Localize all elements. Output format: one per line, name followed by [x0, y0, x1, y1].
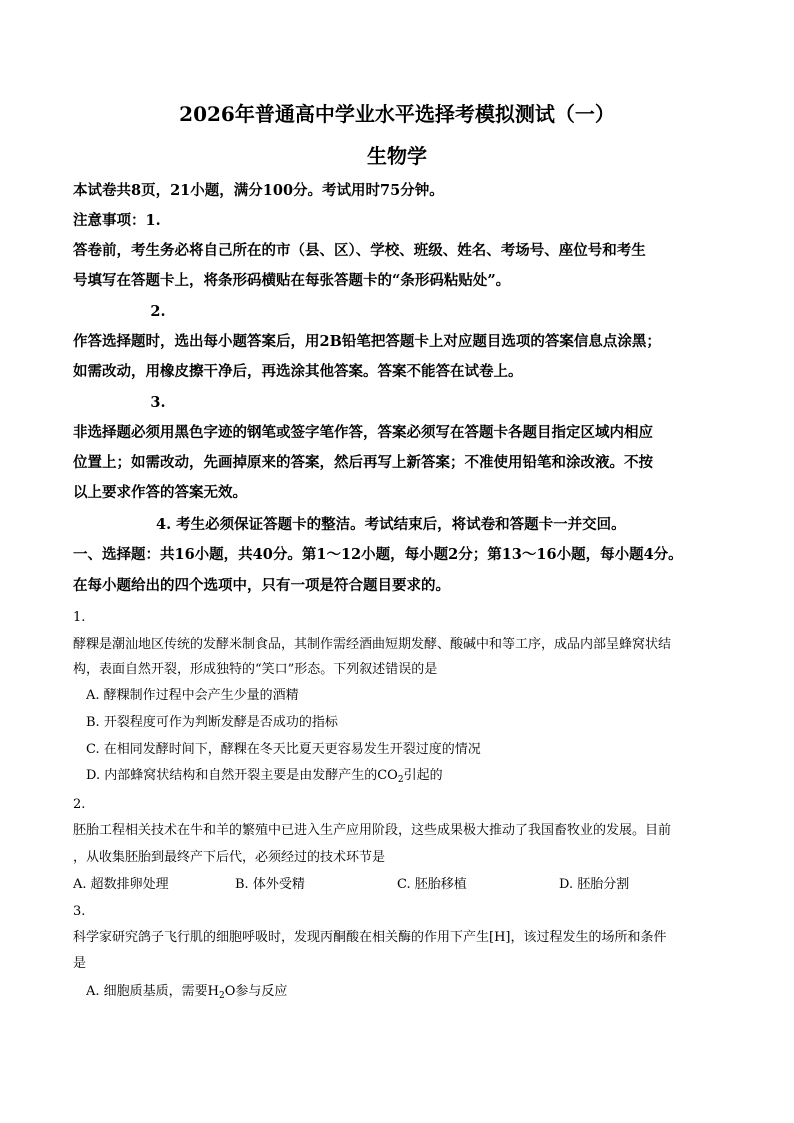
q2-number: 2. [73, 797, 86, 812]
q1-option-d-text: D. 内部蜂窝状结构和自然开裂主要是由发酵产生的CO [86, 768, 398, 783]
note1-line2: 号填写在答题卡上，将条形码横贴在每张答题卡的“条形码粘贴处”。 [73, 272, 511, 289]
q3-option-a-text: A. 细胞质基质，需要H [86, 984, 219, 999]
note3-number: 3. [150, 394, 166, 411]
q2-options [73, 872, 733, 898]
q1-stem-line1: 酵粿是潮汕地区传统的发酵米制食品，其制作需经酒曲短期发酵、酸碱中和等工序，成品内部呈蜂窝状结 [73, 637, 672, 652]
q1-number: 1. [73, 610, 86, 625]
note2-line1: 作答选择题时，选出每小题答案后，用2B铅笔把答题卡上对应题目选项的答案信息点涂黑； [73, 333, 661, 350]
q1-option-a: A. 酵粿制作过程中会产生少量的酒精 [86, 688, 299, 703]
q2-option-b: B. 体外受精 [235, 877, 305, 892]
note1-line1: 答卷前，考生务必将自己所在的市（县、区）、学校、班级、姓名、考场号、座位号和考生 [73, 242, 646, 259]
q1-stem-line2: 构，表面自然开裂，形成独特的“笑口”形态。下列叙述错误的是 [73, 662, 438, 677]
q3-option-a-subscript: 2 [219, 991, 225, 1001]
q1-option-c: C. 在相同发酵时间下，酵粿在冬天比夏天更容易发生开裂过度的情况 [86, 742, 481, 757]
notes-heading: 注意事项：1. [73, 212, 161, 229]
note3-line2: 位置上；如需改动，先画掉原来的答案，然后再写上新答案；不准使用铅笔和涂改液。不按 [73, 454, 653, 471]
q1-option-d-subscript: 2 [397, 775, 404, 785]
q3-number: 3. [73, 904, 86, 919]
section1-heading-line2: 在每小题给出的四个选项中，只有一项是符合题目要求的。 [73, 577, 450, 594]
q3-stem-line1: 科学家研究鸽子飞行肌的细胞呼吸时，发现丙酮酸在相关酶的作用下产生[H]，该过程发生的场所和条件 [73, 930, 667, 945]
q2-stem-line2: ，从收集胚胎到最终产下后代，必须经过的技术环节是 [73, 850, 386, 865]
note4: 4. 考生必须保证答题卡的整洁。考试结束后，将试卷和答题卡一并交回。 [156, 516, 626, 533]
exam-summary: 本试卷共8页，21小题，满分100分。考试用时75分钟。 [73, 182, 444, 199]
q3-option-a [86, 979, 746, 1005]
exam-title: 2026年普通高中学业水平选择考模拟测试（一） [179, 102, 615, 126]
q3-stem-line2: 是 [73, 956, 87, 971]
q1-option-d [86, 763, 746, 789]
note2-number: 2. [150, 303, 166, 320]
q1-option-d-tail: 引起的 [403, 768, 443, 783]
q2-stem-line1: 胚胎工程相关技术在牛和羊的繁殖中已进入生产应用阶段，这些成果极大推动了我国畜牧业的发展。目前 [73, 823, 672, 838]
q3-option-a-tail: O参与反应 [224, 984, 288, 999]
subject-title: 生物学 [367, 144, 427, 168]
section1-heading-line1: 一、选择题：共16小题，共40分。第1～12小题，每小题2分；第13～16小题，每小题4分。 [73, 546, 683, 563]
note2-line2: 如需改动，用橡皮擦干净后，再选涂其他答案。答案不能答在试卷上。 [73, 363, 523, 380]
q2-option-a: A. 超数排卵处理 [73, 877, 169, 892]
q2-option-d: D. 胚胎分割 [559, 877, 630, 892]
q1-option-b: B. 开裂程度可作为判断发酵是否成功的指标 [86, 715, 338, 730]
note3-line1: 非选择题必须用黑色字迹的钢笔或签字笔作答，答案必须写在答题卡各题目指定区域内相应 [73, 424, 653, 441]
note3-line3: 以上要求作答的答案无效。 [73, 484, 247, 501]
q2-option-c: C. 胚胎移植 [397, 877, 467, 892]
